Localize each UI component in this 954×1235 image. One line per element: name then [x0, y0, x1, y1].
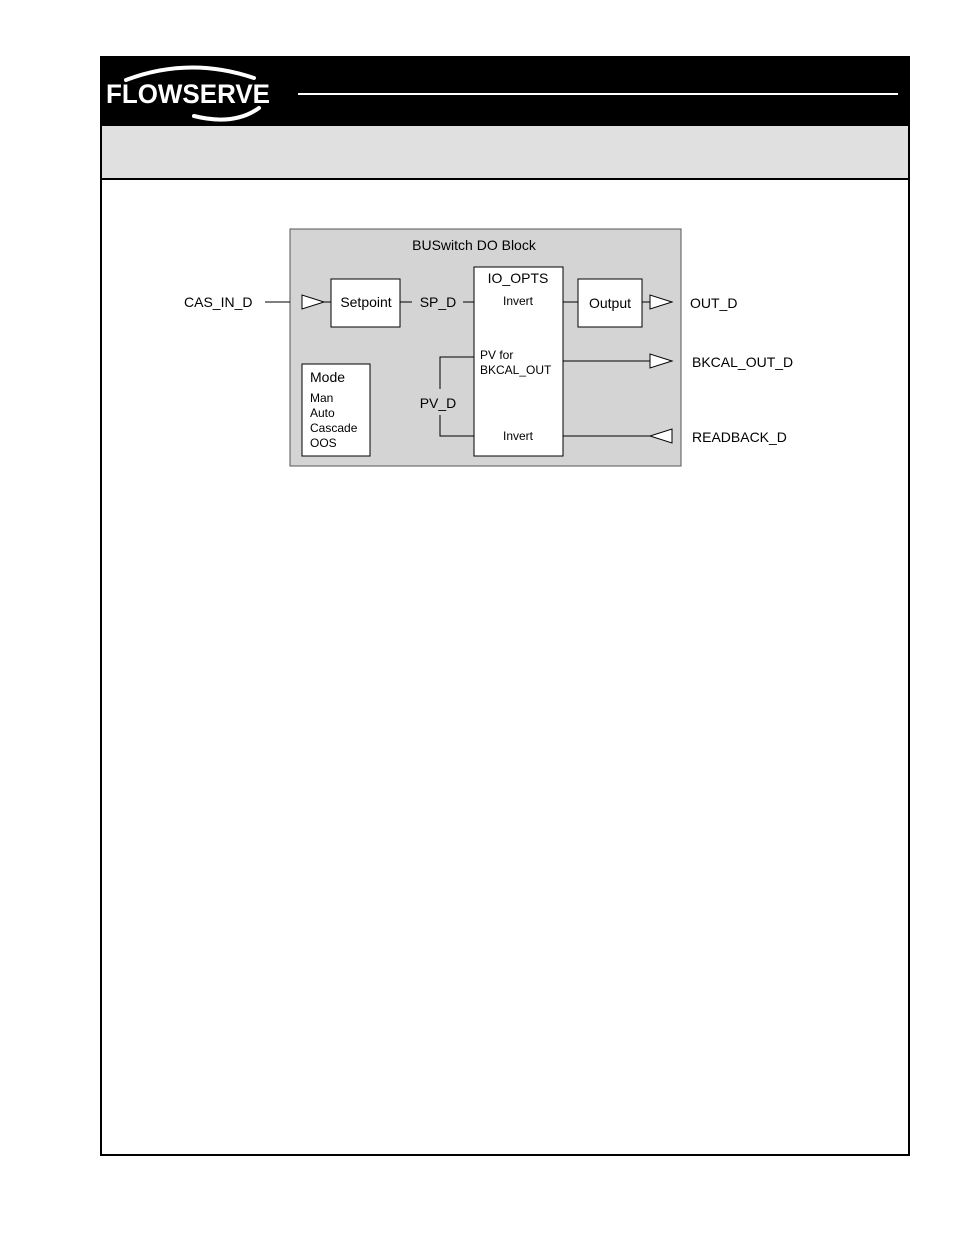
block-title: BUSwitch DO Block [412, 237, 536, 253]
io-opts-bkcal-out: BKCAL_OUT [480, 363, 552, 377]
io-opts-invert-bottom: Invert [502, 429, 534, 443]
out-label: OUT_D [690, 295, 738, 311]
cas-in-label: CAS_IN_D [184, 294, 253, 310]
readback-label: READBACK_D [692, 429, 787, 445]
bkcal-out-label: BKCAL_OUT_D [692, 354, 794, 370]
setpoint-label: Setpoint [340, 294, 392, 310]
mode-item: Man [310, 391, 334, 405]
io-opts-pv-for: PV for [480, 348, 514, 362]
mode-item: Cascade [310, 421, 358, 435]
mode-item: OOS [310, 436, 337, 450]
sp-label: SP_D [419, 294, 457, 310]
output-label: Output [588, 295, 632, 311]
mode-title: Mode [310, 369, 346, 385]
io-opts-title: IO_OPTS [487, 270, 549, 286]
io-opts-invert-top: Invert [502, 294, 534, 308]
pv-label: PV_D [419, 395, 457, 411]
logo-text: FLOWSERVE [106, 79, 270, 109]
mode-item: Auto [310, 406, 335, 420]
